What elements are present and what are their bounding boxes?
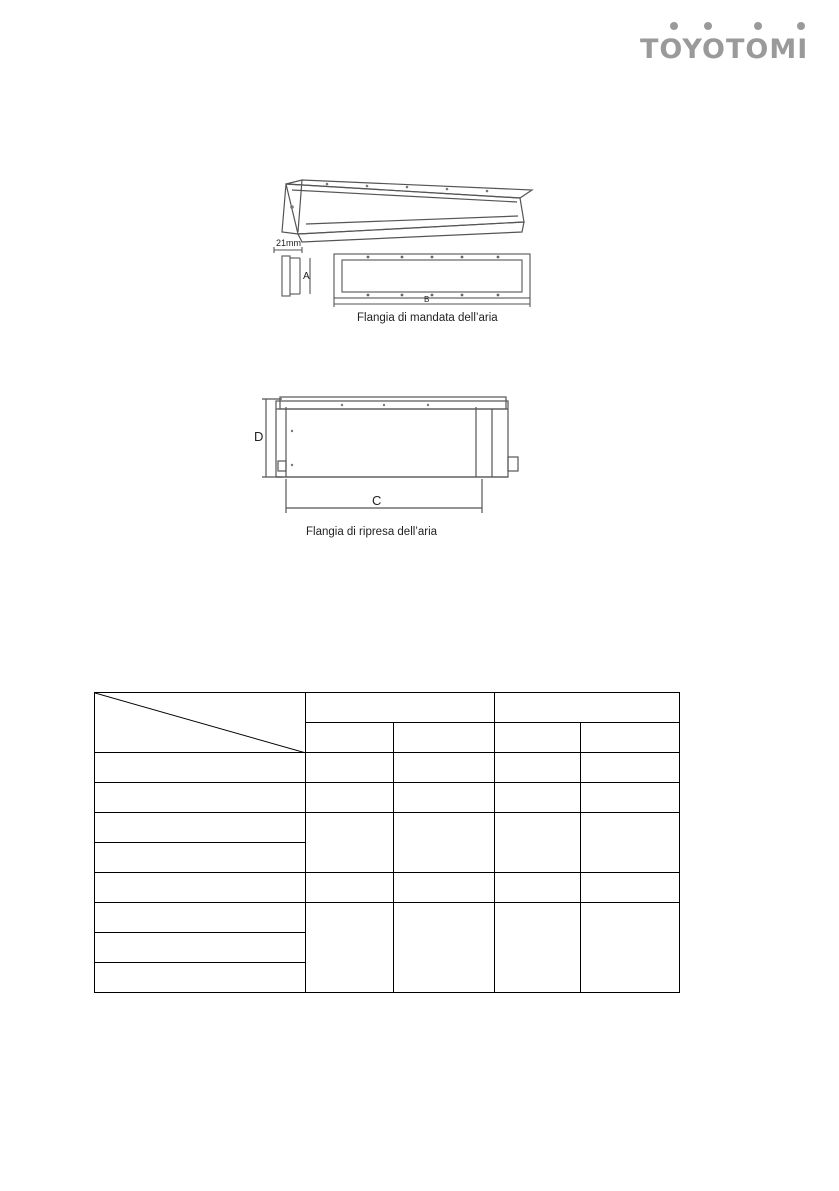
table-row [95, 753, 680, 783]
table-cell [394, 903, 495, 993]
flange-dimensions-table [94, 692, 680, 993]
logo-dot [704, 22, 712, 30]
row-label-cell [95, 873, 306, 903]
logo-dot [797, 22, 805, 30]
return-flange-figure [252, 393, 522, 518]
subheader-cell [581, 723, 680, 753]
table-cell [581, 903, 680, 993]
dimension-a-label: A [303, 271, 310, 282]
table-row [95, 903, 680, 933]
table-cell [306, 903, 394, 993]
table-cell [394, 753, 495, 783]
row-label-cell [95, 753, 306, 783]
table-header-row [95, 693, 680, 723]
subheader-cell [394, 723, 495, 753]
table-row [95, 873, 680, 903]
supply-flange-figure [262, 162, 552, 322]
row-label-cell [95, 963, 306, 993]
table-cell [306, 753, 394, 783]
row-label-cell [95, 813, 306, 843]
group-header-cell [495, 693, 680, 723]
row-label-cell [95, 783, 306, 813]
row-label-cell [95, 933, 306, 963]
dimension-d-label: D [254, 429, 264, 444]
table-cell [581, 873, 680, 903]
table-cell [306, 873, 394, 903]
row-label-cell [95, 903, 306, 933]
table-row [95, 783, 680, 813]
row-label-cell [95, 843, 306, 873]
table-cell [394, 783, 495, 813]
dimension-b-label: B [424, 295, 430, 304]
flange-width-label: 21mm [276, 238, 302, 248]
brand-name: TOYOTOMI [640, 34, 809, 65]
dimension-c-label: C [372, 493, 382, 508]
table-cell [581, 783, 680, 813]
table-cell [495, 753, 581, 783]
group-header-cell [306, 693, 495, 723]
table-cell [394, 813, 495, 873]
table-cell [306, 813, 394, 873]
table-cell [495, 903, 581, 993]
table-cell [495, 783, 581, 813]
toyotomi-logo [636, 20, 808, 64]
return-flange-caption: Flangia di ripresa dell’aria [306, 526, 438, 538]
table-cell [581, 753, 680, 783]
table-row [95, 813, 680, 843]
subheader-cell [495, 723, 581, 753]
subheader-cell [306, 723, 394, 753]
supply-flange-drawing [262, 162, 552, 322]
table-cell [495, 873, 581, 903]
table-cell [306, 783, 394, 813]
logo-dot [754, 22, 762, 30]
return-flange-drawing [252, 393, 522, 518]
corner-header-cell [95, 693, 306, 753]
diagonal-divider [95, 693, 306, 753]
table-cell [495, 813, 581, 873]
table-cell [394, 873, 495, 903]
logo-dot [670, 22, 678, 30]
supply-flange-caption: Flangia di mandata dell’aria [357, 312, 498, 324]
table-cell [581, 813, 680, 873]
